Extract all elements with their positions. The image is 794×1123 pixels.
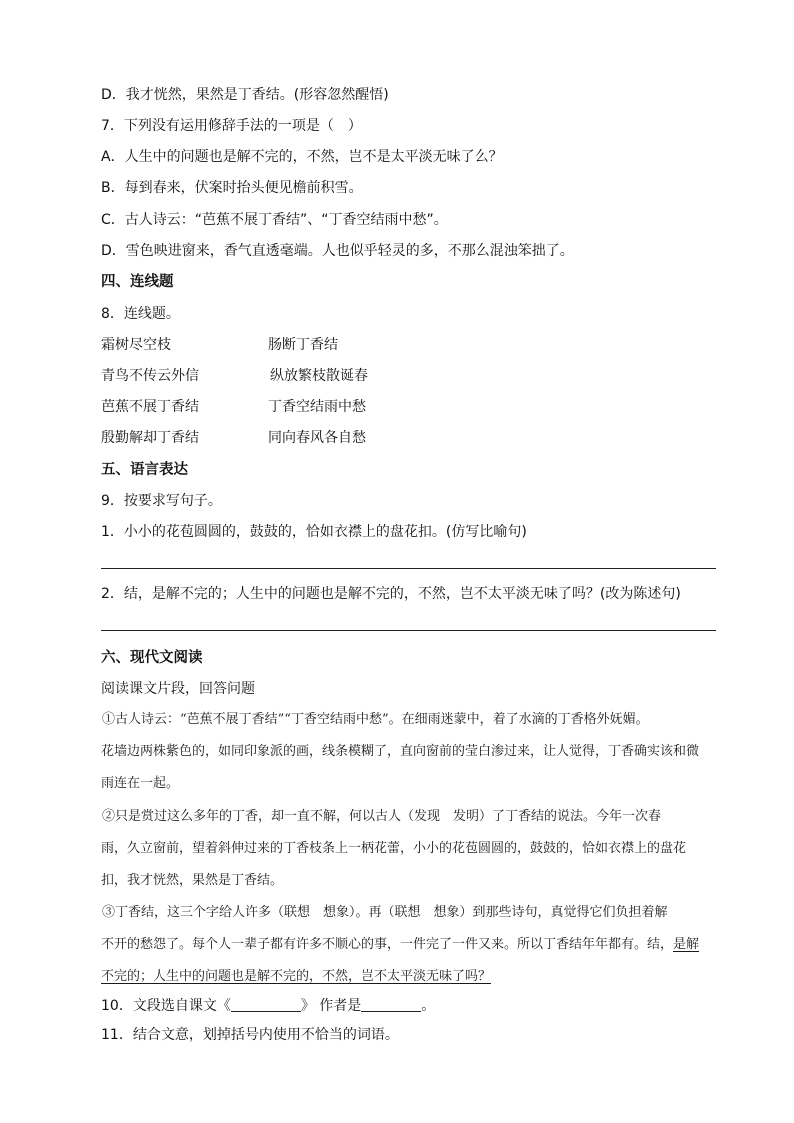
q10 [101,996,435,1016]
passage-line: 扣，我才恍然，果然是丁香结。 [101,873,284,888]
q7-stem: 7．下列没有运用修辞手法的一项是（ ） [101,118,362,134]
section4-heading: 四、连线题 [101,274,174,290]
answer-line-2[interactable] [101,630,716,631]
q11: 11．结合文意，划掉括号内使用不恰当的词语。 [101,1027,399,1043]
answer-line-1[interactable] [101,568,716,569]
section6-heading: 六、现代文阅读 [101,650,203,666]
q9-item2: 2．结，是解不完的；人生中的问题也是解不完的，不然，岂不太平淡无味了吗？(改为陈述句) [101,586,681,602]
q7-option-a: A．人生中的问题也是解不完的，不然，岂不是太平淡无味了么？ [101,149,503,165]
q9-stem: 9．按要求写句子。 [101,493,222,509]
q10-prefix: 10．文段选自课文《 [101,998,231,1014]
passage-text: 不开的愁怨了。每个人一辈子都有许多不顺心的事，一件完了一件又来。所以丁香结年年都有。结， [101,937,674,952]
q6-option-d: D．我才恍然，果然是丁香结。(形容忽然醒悟) [101,87,389,103]
passage-line: ①古人诗云：“芭蕉不展丁香结”“丁香空结雨中愁”。在细雨迷蒙中，着了水滴的丁香格外妩媚。 [102,712,649,727]
match-right-item[interactable]: 丁香空结雨中愁 [268,399,366,415]
section5-heading: 五、语言表达 [101,462,188,478]
match-right-item[interactable]: 同向春风各自愁 [268,430,366,446]
passage-line: 雨连在一起。 [101,776,180,791]
q10-mid: 》 作者是 [300,998,362,1014]
passage-line [101,929,716,961]
q7-option-d: D．雪色映进窗来，香气直透毫端。人也似乎轻灵的多，不那么混浊笨拙了。 [101,243,574,259]
match-left-item[interactable]: 霜树尽空枝 [101,337,171,353]
reading-intro: 阅读课文片段，回答问题 [101,681,255,697]
q10-title-blank[interactable] [231,997,301,1012]
match-right-item[interactable]: 肠断丁香结 [268,337,338,353]
match-left-item[interactable]: 芭蕉不展丁香结 [101,399,199,415]
passage-line: 雨，久立窗前，望着斜伸过来的丁香枝条上一柄花蕾，小小的花苞圆圆的，鼓鼓的，恰如衣襟上的盘花 [101,841,687,856]
match-left-item[interactable]: 青鸟不传云外信 [101,368,199,384]
match-right-item[interactable]: 纵放繁枝散诞春 [270,368,368,384]
passage-line: ②只是赏过这么多年的丁香，却一直不解，何以古人（发现 发明）了丁香结的说法。今年一次春 [102,809,662,824]
q9-item1: 1．小小的花苞圆圆的，鼓鼓的，恰如衣襟上的盘花扣。(仿写比喻句) [101,524,527,540]
match-left-item[interactable]: 殷勤解却丁香结 [101,430,199,446]
q10-end: 。 [421,998,436,1014]
underlined-sentence-start: 是解 [673,937,700,952]
underlined-sentence: 不完的；人生中的问题也是解不完的，不然，岂不太平淡无味了吗？ [101,969,492,984]
q7-option-b: B．每到春来，伏案时抬头便见檐前积雪。 [101,180,363,196]
q7-option-c: C．古人诗云：“芭蕉不展丁香结”、“丁香空结雨中愁”。 [101,212,448,228]
passage-line: ③丁香结，这三个字给人许多（联想 想象）。再（联想 想象）到那些诗句，真觉得它们负担着解 [102,905,668,920]
passage-line [101,961,716,993]
passage-line: 花墙边两株紫色的，如同印象派的画，线条模糊了，直向窗前的莹白渗过来，让人觉得，丁香确实该和微 [101,744,700,759]
q10-author-blank[interactable] [361,997,421,1012]
q8-stem: 8．连线题。 [101,306,180,322]
